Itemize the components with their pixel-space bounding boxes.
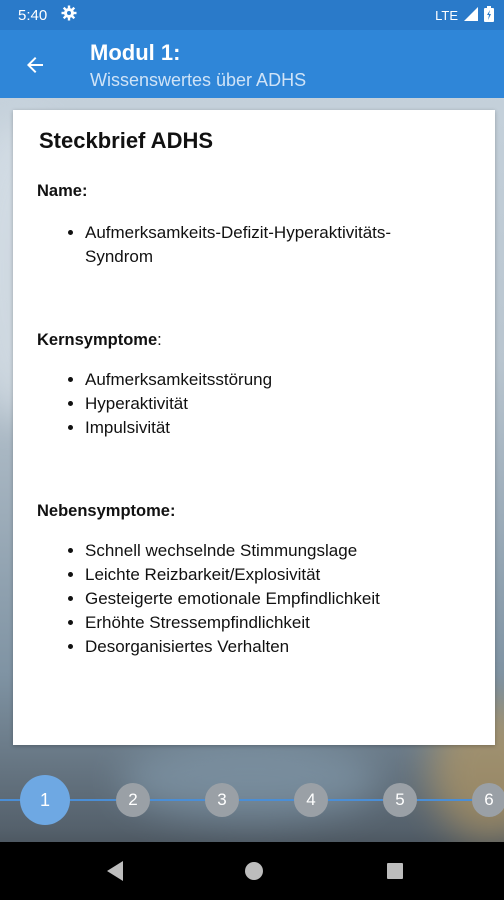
page-title: Modul 1: — [90, 40, 181, 65]
page-subtitle: Wissenswertes über ADHS — [90, 70, 307, 90]
triangle-back-icon — [105, 860, 125, 882]
navigation-bar — [0, 842, 504, 900]
arrow-left-icon — [23, 53, 47, 77]
kern-label-text: Kernsymptome — [37, 331, 158, 349]
list-item: • Erhöhte Stressempfindlichkeit — [85, 611, 471, 635]
step-1[interactable]: 1 — [20, 775, 70, 825]
back-button[interactable] — [20, 50, 50, 80]
battery-icon — [484, 6, 494, 25]
neben-label: Nebensymptome: — [37, 502, 176, 520]
kern-label — [37, 331, 471, 350]
content-card — [13, 110, 495, 745]
card-heading: Steckbrief ADHS — [39, 128, 214, 153]
step-4[interactable]: 4 — [294, 783, 328, 817]
status-bar — [0, 0, 504, 30]
step-3[interactable]: 3 — [205, 783, 239, 817]
list-item: • Schnell wechselnde Stimmungslage — [85, 539, 471, 563]
nav-home-button[interactable] — [241, 858, 267, 884]
gear-icon — [61, 5, 77, 25]
list-item: • Impulsivität — [85, 416, 471, 440]
network-label: LTE — [435, 7, 458, 23]
step-6[interactable]: 6 — [472, 783, 504, 817]
status-time: 5:40 — [18, 6, 48, 24]
list-item: • Aufmerksamkeits-Defizit-Hyperaktivitäts-Syndrom — [85, 221, 471, 269]
list-item: • Desorganisiertes Verhalten — [85, 635, 471, 659]
list-item: • Leichte Reizbarkeit/Explosivität — [85, 563, 471, 587]
kern-list — [37, 368, 471, 440]
list-item: • Gesteigerte emotionale Empfindlichkeit — [85, 587, 471, 611]
nav-recents-button[interactable] — [382, 858, 408, 884]
kern-label-colon: : — [157, 331, 162, 349]
stepper-line — [0, 799, 504, 801]
app-bar — [0, 30, 504, 98]
step-2[interactable]: 2 — [116, 783, 150, 817]
square-recents-icon — [385, 861, 405, 881]
module-stepper — [0, 775, 504, 825]
circle-home-icon — [243, 860, 265, 882]
step-5[interactable]: 5 — [383, 783, 417, 817]
list-item: • Aufmerksamkeitsstörung — [85, 368, 471, 392]
neben-list — [37, 539, 471, 659]
list-item: • Hyperaktivität — [85, 392, 471, 416]
nav-back-button[interactable] — [102, 858, 128, 884]
name-list — [37, 221, 471, 269]
name-label: Name: — [37, 182, 88, 200]
signal-icon — [464, 7, 478, 24]
